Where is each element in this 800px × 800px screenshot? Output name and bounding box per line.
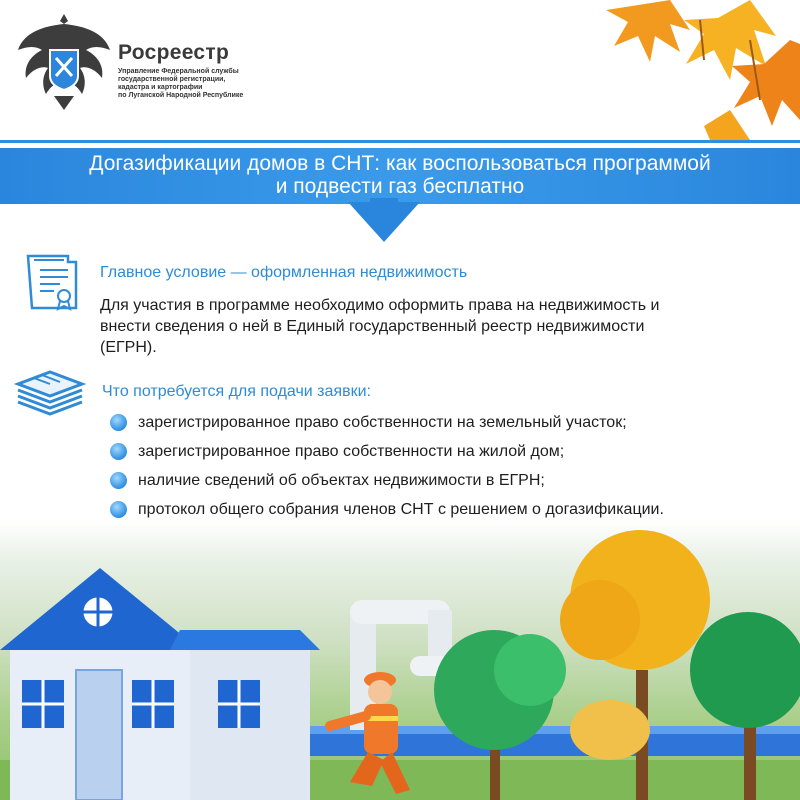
brand-sub-line: Управление Федеральной службы <box>118 68 239 75</box>
section1-text-line: внести сведения о ней в Единый государственный реестр недвижимости <box>100 318 645 335</box>
list-item-text: протокол общего собрания членов СНТ с решением о догазификации. <box>138 501 664 518</box>
brand-name: Росреестр <box>118 41 230 64</box>
brand-subtitle <box>118 68 243 100</box>
house <box>0 568 320 800</box>
section1-heading: Главное условие — оформленная недвижимость <box>100 264 468 281</box>
section1-text <box>100 295 790 358</box>
bullet-dot-icon <box>110 501 127 518</box>
autumn-leaves-icon <box>600 0 800 140</box>
page-title <box>0 152 800 198</box>
requirements-list <box>106 408 796 524</box>
title-line-1: Догазификации домов в СНТ: как воспользоваться программой <box>89 152 711 175</box>
bullet-dot-icon <box>110 472 127 489</box>
brand-sub-line: кадастра и картографии <box>118 84 203 91</box>
brand-sub-line: государственной регистрации, <box>118 76 226 83</box>
list-item-text: наличие сведений об объектах недвижимости в ЕГРН; <box>138 472 545 489</box>
banner-arrow <box>348 202 420 242</box>
brand-block <box>118 42 243 100</box>
section2-heading: Что потребуется для подачи заявки: <box>102 383 371 400</box>
title-line-2: и подвести газ бесплатно <box>275 175 525 198</box>
rosreestr-emblem-icon <box>14 10 114 114</box>
banner-top-line <box>0 140 800 143</box>
brand-sub-line: по Луганской Народной Республике <box>118 92 244 99</box>
list-item-text: зарегистрированное право собственности на жилой дом; <box>138 443 565 460</box>
document-certificate-icon <box>20 250 84 314</box>
list-item-text: зарегистрированное право собственности на земельный участок; <box>138 414 627 431</box>
list-item <box>106 466 796 495</box>
bullet-dot-icon <box>110 414 127 431</box>
bullet-dot-icon <box>110 443 127 460</box>
list-item <box>106 408 796 437</box>
list-item <box>106 437 796 466</box>
illustration-scene <box>0 520 800 800</box>
section1-text-line: (ЕГРН). <box>100 339 157 356</box>
section1-text-line: Для участия в программе необходимо оформить права на недвижимость и <box>100 297 660 314</box>
trees <box>434 530 800 800</box>
paper-stack-icon <box>14 362 86 420</box>
